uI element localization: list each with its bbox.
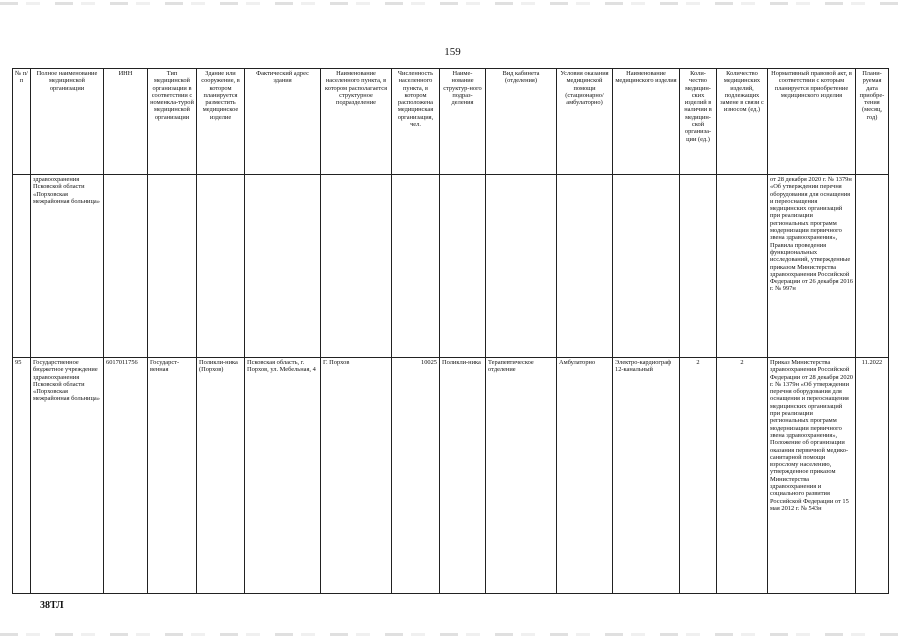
cell-locality: Г. Порхов <box>321 358 392 594</box>
col-header-num: № п/п <box>13 69 31 175</box>
cell-qty-replace: 2 <box>717 358 768 594</box>
col-header-qty-replace: Количество медицинских изделий, подлежащих замене в связи с износом (ед.) <box>717 69 768 175</box>
col-header-device: Наименование медицинского изделия <box>613 69 680 175</box>
cell-type: Государст-венная <box>148 358 197 594</box>
scan-artifact-bottom <box>0 633 905 636</box>
col-header-org: Полное наименование медицинской организации <box>31 69 104 175</box>
cell-num <box>13 175 31 358</box>
col-header-conditions: Условия оказания медицинской помощи (стационарно/ амбулаторно) <box>557 69 613 175</box>
cell-device <box>613 175 680 358</box>
col-header-cabinet: Вид кабинета (отделения) <box>486 69 557 175</box>
cell-population <box>392 175 440 358</box>
cell-inn <box>104 175 148 358</box>
cell-subdivision: Поликли-ника <box>440 358 486 594</box>
col-header-qty-have: Коли-чество медицин-ских изделий в наличии в медицин-ской организа-ции (ед.) <box>680 69 717 175</box>
cell-conditions: Амбулаторно <box>557 358 613 594</box>
cell-qty-have <box>680 175 717 358</box>
cell-qty-replace <box>717 175 768 358</box>
cell-device: Электро-кардиограф 12-канальный <box>613 358 680 594</box>
col-header-address: Фактический адрес здания <box>245 69 321 175</box>
cell-subdivision <box>440 175 486 358</box>
cell-qty-have: 2 <box>680 358 717 594</box>
col-header-date: Плани-руемая дата приобре-тения (месяц, год) <box>856 69 889 175</box>
scan-artifact-top <box>0 2 905 5</box>
col-header-locality: Наименование населенного пункта, в котором располагается структурное подразделение <box>321 69 392 175</box>
cell-conditions <box>557 175 613 358</box>
cell-org: Государственное бюджетное учреждение здравоохранения Псковской области «Порховская межрайонная больница» <box>31 358 104 594</box>
header-row <box>13 69 889 175</box>
col-header-inn: ИНН <box>104 69 148 175</box>
cell-locality <box>321 175 392 358</box>
cell-date: 11.2022 <box>856 358 889 594</box>
cell-cabinet <box>486 175 557 358</box>
cell-legal-act: Приказ Министерства здравоохранения Российской Федерации от 28 декабря 2020 г. № 1379н «Об утверждении перечня оборудования для оснащения и переоснащения медицинских организаций при реализации региональных программ модернизации первичного звена здравоохранения», Положение об организации оказания первичной медико-санитарной помощи взрослому населению, утвержденное приказом Министерства здравоохранения и социального развития Российской Федерации от 15 мая 2012 г. № 543н <box>768 358 856 594</box>
cell-building: Поликли-ника (Порхов) <box>197 358 245 594</box>
col-header-legal-act: Нормативный правовой акт, в соответствии с которым планируется приобретение медицинского изделия <box>768 69 856 175</box>
cell-population: 10025 <box>392 358 440 594</box>
cell-type <box>148 175 197 358</box>
table-row <box>13 358 889 594</box>
equipment-table <box>12 68 889 594</box>
table-row <box>13 175 889 358</box>
col-header-subdivision: Наиме-нование структур-ного подраз-деления <box>440 69 486 175</box>
col-header-type: Тип медицинской организации в соответствии с номенкла-турой медицинской организации <box>148 69 197 175</box>
cell-org: здравоохранения Псковской области «Порховская межрайонная больница» <box>31 175 104 358</box>
cell-inn: 6017011756 <box>104 358 148 594</box>
cell-building <box>197 175 245 358</box>
cell-legal-act: от 28 декабря 2020 г. № 1379н «Об утверждении перечня оборудования для оснащения и переоснащения медицинских организаций при реализации региональных программ модернизации первичного звена здравоохранения», Правила проведения функциональных исследований, утвержденные приказом Министерства здравоохранения Российской Федерации от 26 декабря 2016 г. № 997н <box>768 175 856 358</box>
cell-num: 95 <box>13 358 31 594</box>
cell-address <box>245 175 321 358</box>
col-header-building: Здание или сооружение, в котором планируется разместить медицинское изделие <box>197 69 245 175</box>
cell-address: Псковская область, г. Порхов, ул. Мебельная, 4 <box>245 358 321 594</box>
page-number: 159 <box>444 46 461 58</box>
cell-cabinet: Терапевтическое отделение <box>486 358 557 594</box>
footer-code: 38ТЛ <box>40 600 64 611</box>
cell-date <box>856 175 889 358</box>
col-header-population: Численность населенного пункта, в котором расположена медицинская организация, чел. <box>392 69 440 175</box>
